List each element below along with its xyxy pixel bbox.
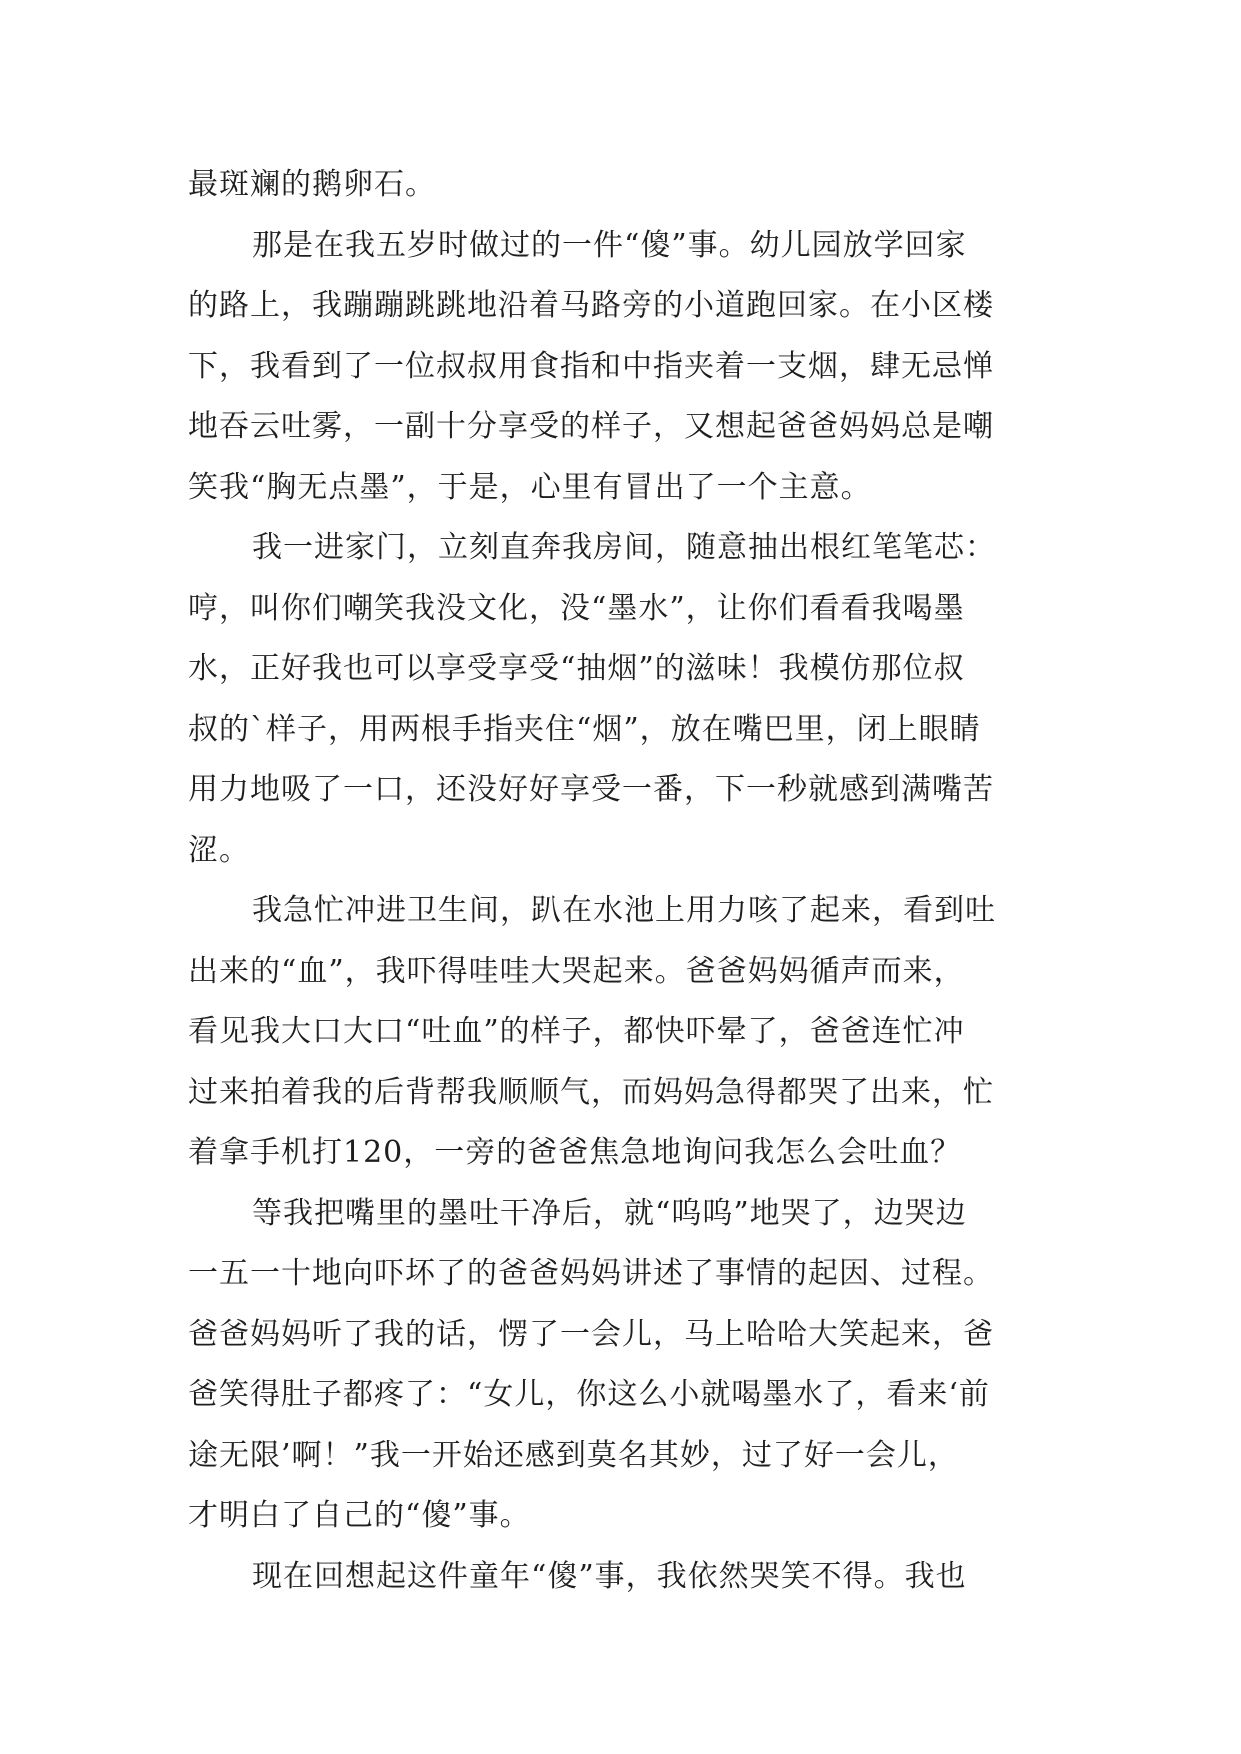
text-line: 哼，叫你们嘲笑我没文化，没“墨水”，让你们看看我喝墨 [188,590,965,626]
text-line: 叔的`样子，用两根手指夹住“烟”，放在嘴巴里，闭上眼睛 [188,711,981,747]
text-line: 的路上，我蹦蹦跳跳地沿着马路旁的小道跑回家。在小区楼 [188,288,994,323]
text-line: 着拿手机打120，一旁的爸爸焦急地询问我怎么会吐血？ [188,1135,962,1170]
text-line: 爸爸妈妈听了我的话，愣了一会儿，马上哈哈大笑起来，爸 [188,1316,994,1352]
text-line: 地吞云吐雾，一副十分享受的样子，又想起爸爸妈妈总是嘲 [188,409,994,444]
text-line: 才明白了自己的“傻”事。 [188,1498,531,1533]
text-line: 途无限’啊！”我一开始还感到莫名其妙，过了好一会儿， [188,1437,959,1473]
text-line: 过来拍着我的后背帮我顺顺气，而妈妈急得都哭了出来，忙 [188,1074,994,1110]
text-line: 涩。 [188,832,250,868]
text-line: 我急忙冲进卫生间，趴在水池上用力咳了起来，看到吐 [252,893,996,928]
text-line: 现在回想起这件童年“傻”事，我依然哭笑不得。我也 [252,1558,967,1594]
text-line: 出来的“血”，我吓得哇哇大哭起来。爸爸妈妈循声而来， [188,953,965,989]
text-line: 笑我“胸无点墨”，于是，心里有冒出了一个主意。 [188,469,872,505]
text-line: 用力地吸了一口，还没好好享受一番，下一秒就感到满嘴苦 [188,772,994,807]
text-line: 最斑斓的鹅卵石。 [188,167,436,202]
text-line: 等我把嘴里的墨吐干净后，就“呜呜”地哭了，边哭边 [252,1195,967,1231]
text-line: 下，我看到了一位叔叔用食指和中指夹着一支烟，肆无忌惮 [188,348,994,384]
text-line: 看见我大口大口“吐血”的样子，都快吓晕了，爸爸连忙冲 [188,1014,965,1049]
document-body [188,155,1058,1607]
text-line: 我一进家门，立刻直奔我房间，随意抽出根红笔笔芯： [252,530,996,565]
text-line: 那是在我五岁时做过的一件“傻”事。幼儿园放学回家 [252,227,967,263]
text-line: 爸笑得肚子都疼了：“女儿，你这么小就喝墨水了，看来‘前 [188,1377,990,1412]
text-line: 水，正好我也可以享受享受“抽烟”的滋味！我模仿那位叔 [188,651,965,686]
text-line: 一五一十地向吓坏了的爸爸妈妈讲述了事情的起因、过程。 [188,1256,994,1291]
